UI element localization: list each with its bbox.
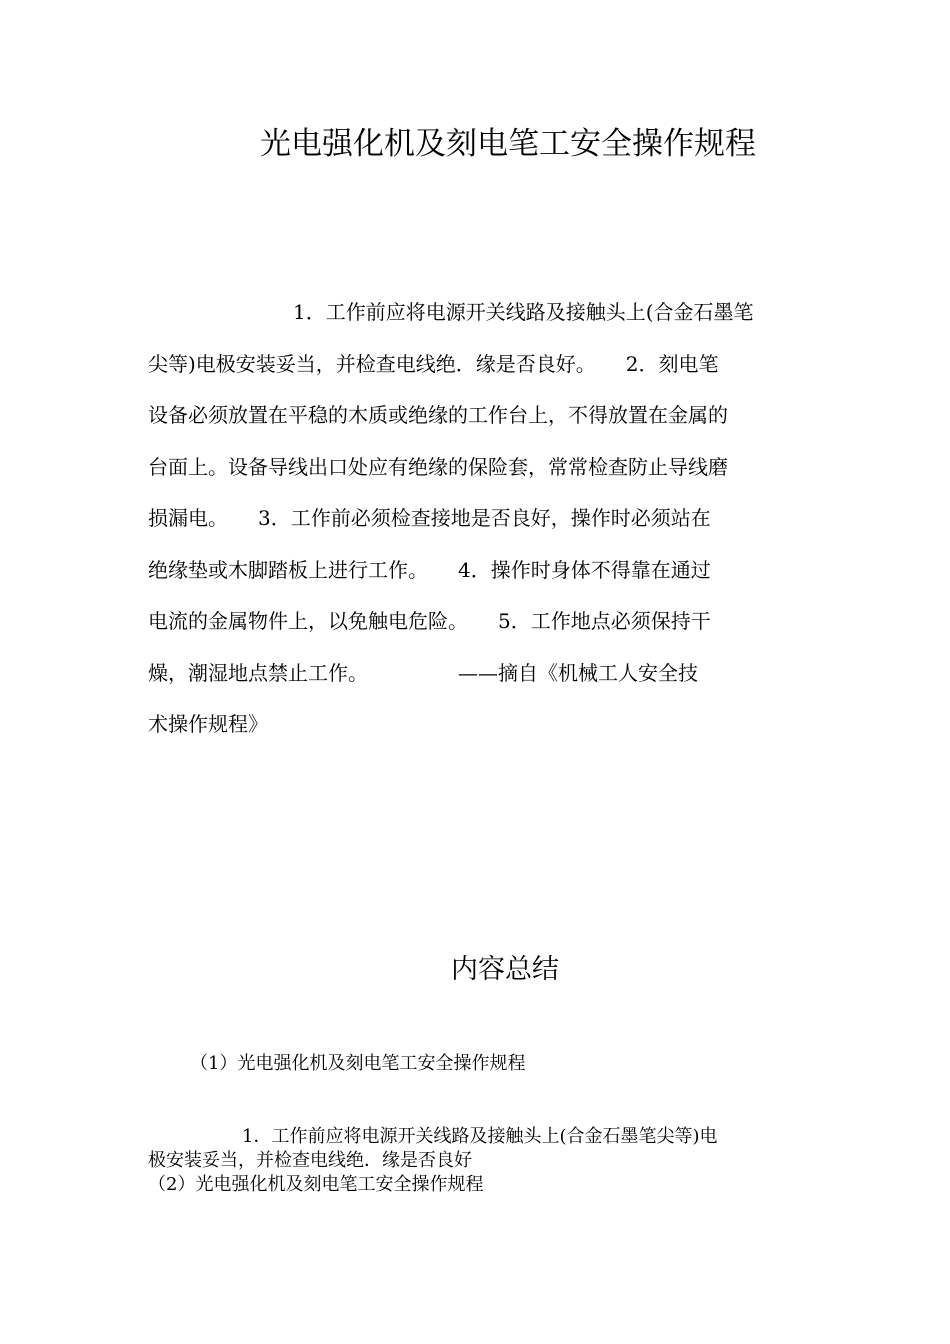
body-text <box>148 287 808 751</box>
body-line: 尖等)电极安装妥当，并检查电线绝．缘是否良好。 2．刻电笔 <box>148 351 719 376</box>
body-line: 台面上。设备导线出口处应有绝缘的保险套，常常检查防止导线磨 <box>148 454 728 479</box>
body-line: 术操作规程》 <box>148 712 268 736</box>
body-line: 设备必须放置在平稳的木质或绝缘的工作台上，不得放置在金属的 <box>148 403 728 427</box>
summary-detail <box>148 1125 808 1173</box>
body-line: 1．工作前应将电源开关线路及接触头上(合金石墨笔 <box>293 300 754 324</box>
summary-detail-line: 1．工作前应将电源开关线路及接触头上(合金石墨笔尖等)电 <box>242 1126 718 1147</box>
summary-detail-line: 极安装妥当，并检查电线绝．缘是否良好 <box>148 1150 472 1171</box>
body-line: 损漏电。 3．工作前必须检查接地是否良好，操作时必须站在 <box>148 506 711 530</box>
body-line: 绝缘垫或木脚踏板上进行工作。 4．操作时身体不得靠在通过 <box>148 557 711 582</box>
summary-item: （2）光电强化机及刻电笔工安全操作规程 <box>148 1174 484 1195</box>
page-title: 光电强化机及刻电笔工安全操作规程 <box>260 126 756 162</box>
body-line: 燥，潮湿地点禁止工作。 ——摘自《机械工人安全技 <box>148 660 698 685</box>
body-line: 电流的金属物件上，以免触电危险。 5．工作地点必须保持干 <box>148 609 711 633</box>
summary-item: （1）光电强化机及刻电笔工安全操作规程 <box>190 1053 526 1074</box>
summary-title: 内容总结 <box>451 954 559 985</box>
